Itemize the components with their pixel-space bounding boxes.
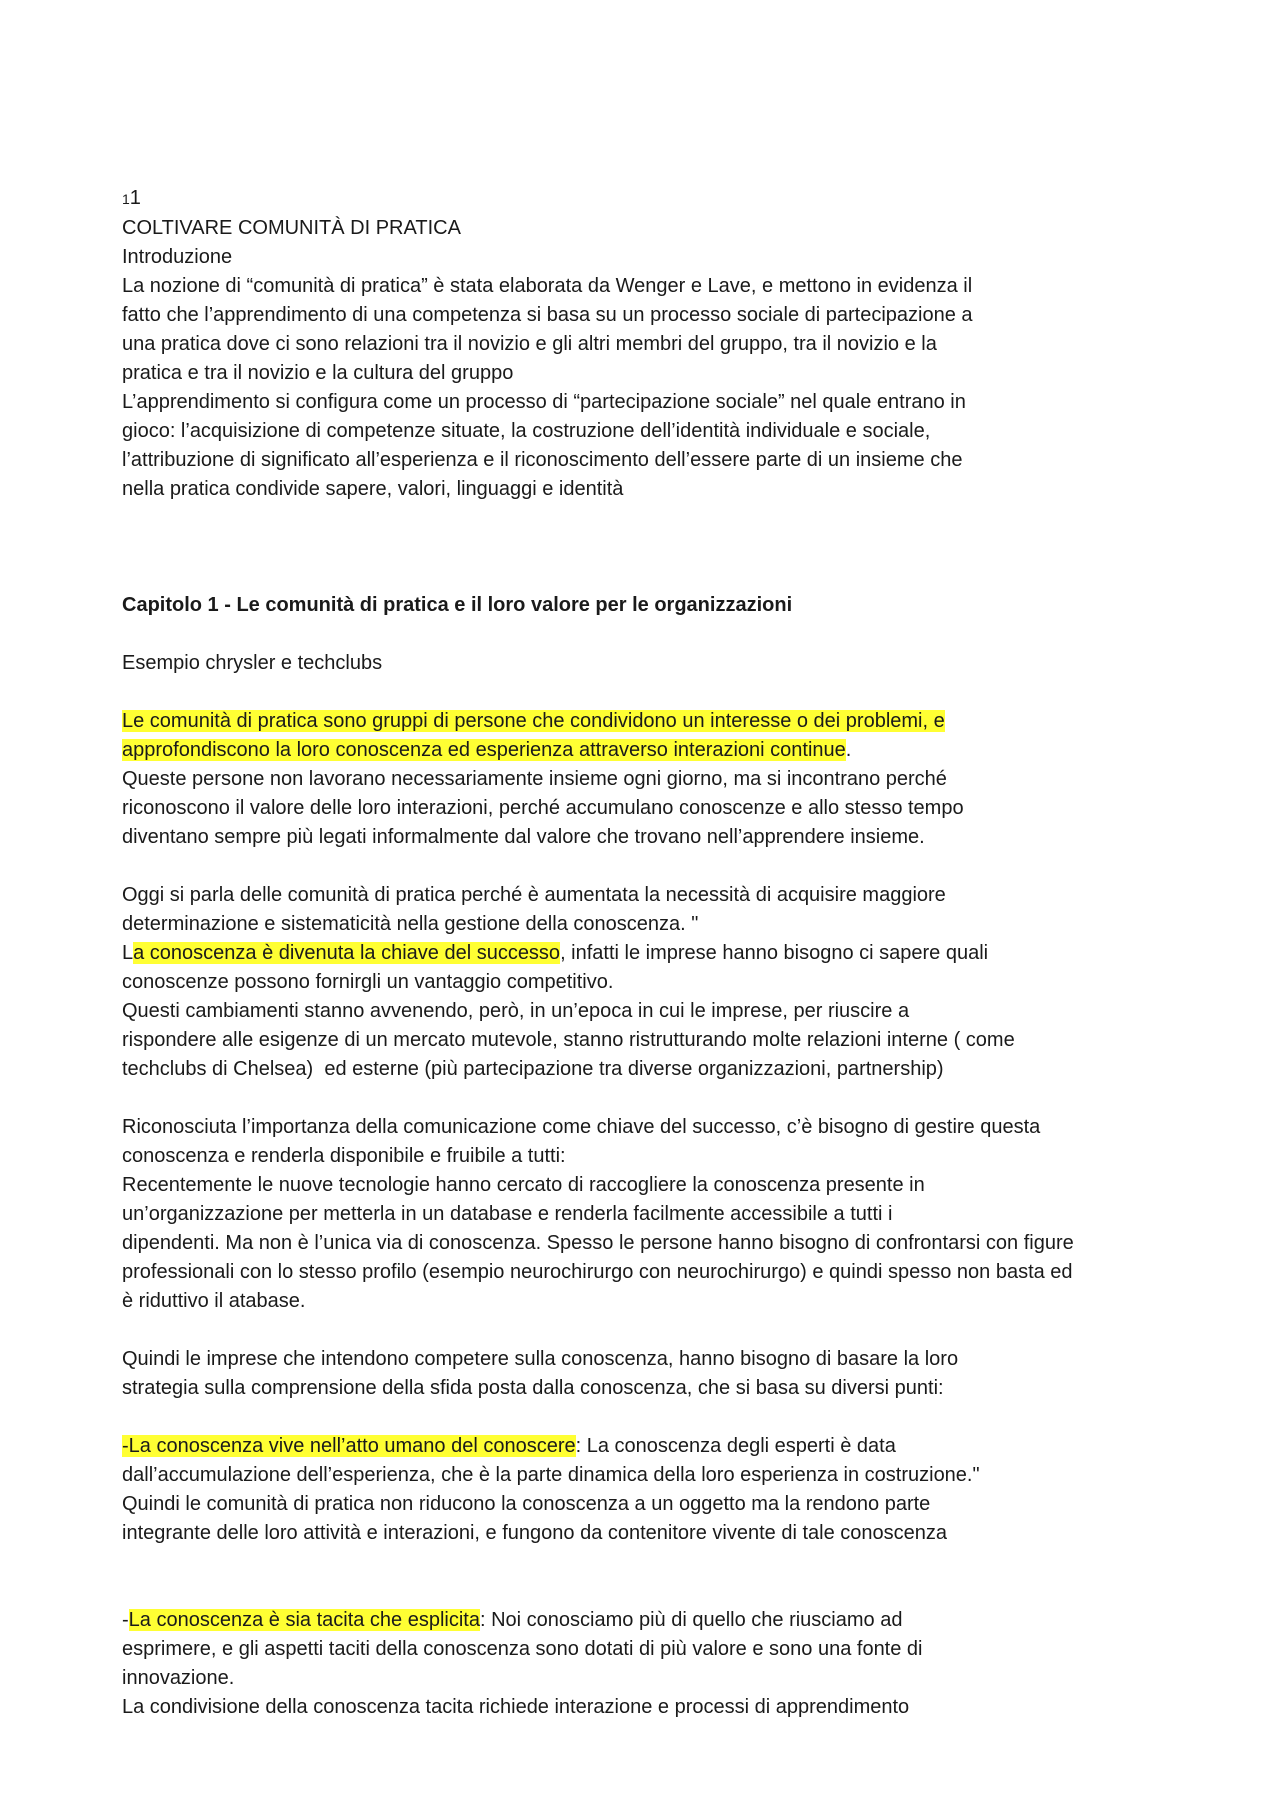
example-line: Esempio chrysler e techclubs xyxy=(122,652,383,674)
paragraph-line: conoscenze possono fornirgli un vantaggio competitivo. xyxy=(122,971,614,993)
paragraph-line: La condivisione della conoscenza tacita richiede interazione e processi di apprendimento xyxy=(122,1696,910,1718)
highlight: Le comunità di pratica sono gruppi di persone che condividono un interesse o dei problemi, e xyxy=(122,710,945,732)
key-line: La conoscenza è divenuta la chiave del successo, infatti le imprese hanno bisogno ci sapere quali xyxy=(122,942,989,964)
paragraph-line: Quindi le imprese che intendono competere sulla conoscenza, hanno bisogno di basare la loro xyxy=(122,1348,959,1370)
highlight: La conoscenza è sia tacita che esplicita xyxy=(128,1609,480,1631)
paragraph-line: una pratica dove ci sono relazioni tra il novizio e gli altri membri del gruppo, tra il novizio e la xyxy=(122,333,937,355)
paragraph-line: dall’accumulazione dell’esperienza, che è la parte dinamica della loro esperienza in costruzione." xyxy=(122,1464,980,1486)
paragraph-line: esprimere, e gli aspetti taciti della conoscenza sono dotati di più valore e sono una fonte di xyxy=(122,1638,923,1660)
paragraph-line: rispondere alle esigenze di un mercato mutevole, stanno ristrutturando molte relazioni interne ( come xyxy=(122,1029,1015,1051)
paragraph-line: Riconosciuta l’importanza della comunicazione come chiave del successo, c’è bisogno di gestire questa xyxy=(122,1116,1041,1138)
paragraph-line: conoscenza e renderla disponibile e fruibile a tutti: xyxy=(122,1145,566,1167)
paragraph-line: Queste persone non lavorano necessariamente insieme ogni giorno, ma si incontrano perché xyxy=(122,768,947,790)
page-marker-small: 1 xyxy=(122,191,130,207)
paragraph-line: techclubs di Chelsea) ed esterne (più partecipazione tra diverse organizzazioni, partnership) xyxy=(122,1058,944,1080)
chapter-heading: Capitolo 1 - Le comunità di pratica e il loro valore per le organizzazioni xyxy=(122,594,793,616)
paragraph-line: professionali con lo stesso profilo (esempio neurochirurgo con neurochirurgo) e quindi spesso non basta ed xyxy=(122,1261,1073,1283)
paragraph-line: integrante delle loro attività e interazioni, e fungono da contenitore vivente di tale conoscenza xyxy=(122,1522,947,1544)
document-title: COLTIVARE COMUNITÀ DI PRATICA xyxy=(122,217,461,239)
paragraph-line: Recentemente le nuove tecnologie hanno cercato di raccogliere la conoscenza presente in xyxy=(122,1174,925,1196)
document-page xyxy=(122,184,1182,1722)
paragraph-line: Quindi le comunità di pratica non riducono la conoscenza a un oggetto ma la rendono parte xyxy=(122,1493,931,1515)
highlight: approfondiscono la loro conoscenza ed esperienza attraverso interazioni continue xyxy=(122,739,846,761)
paragraph-line: un’organizzazione per metterla in un database e renderla facilmente accessibile a tutti i xyxy=(122,1203,893,1225)
definition-line: approfondiscono la loro conoscenza ed esperienza attraverso interazioni continue. xyxy=(122,739,852,761)
section-heading: Introduzione xyxy=(122,246,233,268)
paragraph-line: dipendenti. Ma non è l’unica via di conoscenza. Spesso le persone hanno bisogno di confrontarsi con figure xyxy=(122,1232,1074,1254)
point-line: -La conoscenza vive nell’atto umano del conoscere: La conoscenza degli esperti è data xyxy=(122,1435,896,1457)
paragraph-line: gioco: l’acquisizione di competenze situate, la costruzione dell’identità individuale e sociale, xyxy=(122,420,931,442)
paragraph-line: L’apprendimento si configura come un processo di “partecipazione sociale” nel quale entrano in xyxy=(122,391,966,413)
paragraph-line: pratica e tra il novizio e la cultura del gruppo xyxy=(122,362,514,384)
paragraph-line: fatto che l’apprendimento di una competenza si basa su un processo sociale di partecipazione a xyxy=(122,304,973,326)
paragraph-line: diventano sempre più legati informalmente dal valore che trovano nell’apprendere insieme. xyxy=(122,826,925,848)
highlight: -La conoscenza vive nell’atto umano del conoscere xyxy=(122,1435,576,1457)
paragraph-line: determinazione e sistematicità nella gestione della conoscenza. " xyxy=(122,913,699,935)
highlight: a conoscenza è divenuta la chiave del successo xyxy=(133,942,561,964)
paragraph-line: Oggi si parla delle comunità di pratica perché è aumentata la necessità di acquisire maggiore xyxy=(122,884,946,906)
paragraph-line: innovazione. xyxy=(122,1667,235,1689)
paragraph-line: nella pratica condivide sapere, valori, linguaggi e identità xyxy=(122,478,624,500)
paragraph-line: strategia sulla comprensione della sfida posta dalla conoscenza, che si basa su diversi punti: xyxy=(122,1377,944,1399)
paragraph-line: l’attribuzione di significato all’esperienza e il riconoscimento dell’essere parte di un insieme che xyxy=(122,449,963,471)
paragraph-line: Questi cambiamenti stanno avvenendo, però, in un’epoca in cui le imprese, per riuscire a xyxy=(122,1000,910,1022)
definition-line xyxy=(122,707,1182,736)
paragraph-line: La nozione di “comunità di pratica” è stata elaborata da Wenger e Lave, e mettono in evidenza il xyxy=(122,275,973,297)
paragraph-line: riconoscono il valore delle loro interazioni, perché accumulano conoscenze e allo stesso tempo xyxy=(122,797,964,819)
point-line: -La conoscenza è sia tacita che esplicita: Noi conosciamo più di quello che riusciamo ad xyxy=(122,1609,903,1631)
paragraph-line: è riduttivo il atabase. xyxy=(122,1290,306,1312)
page-marker: 11 xyxy=(122,187,141,209)
